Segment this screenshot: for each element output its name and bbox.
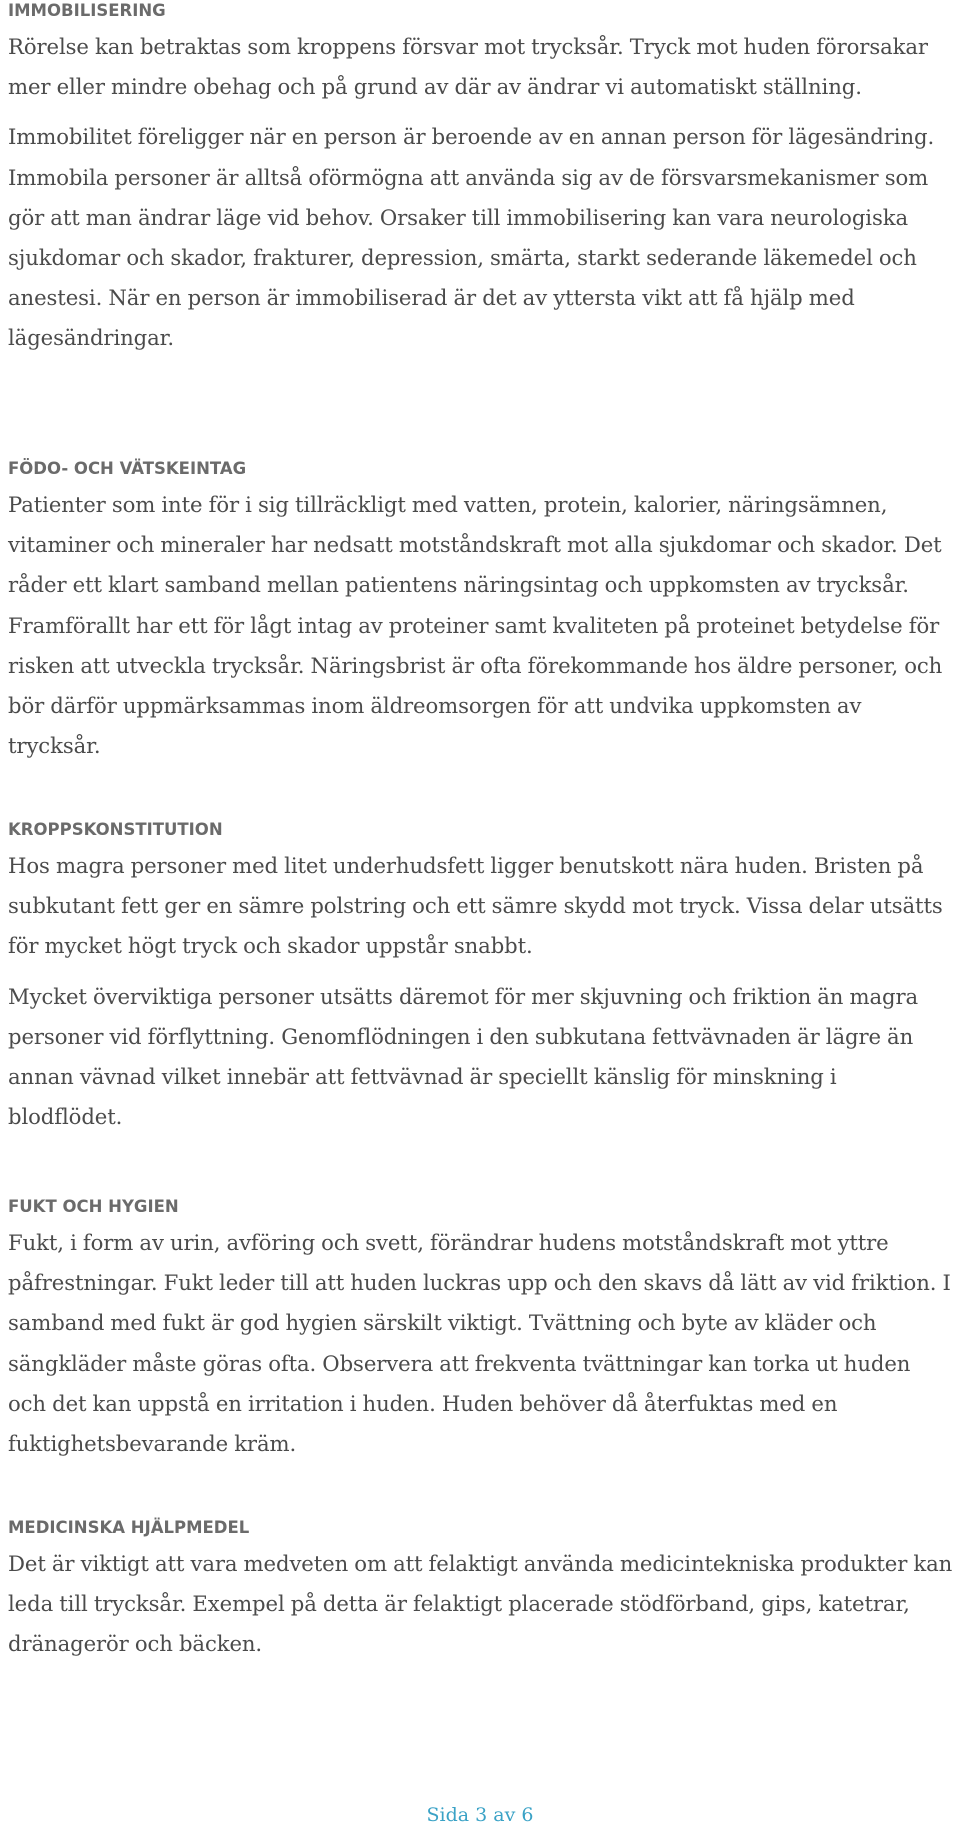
section-fodo-och-vatskeintag: [8, 458, 953, 766]
paragraph: Hos magra personer med litet underhudsfett ligger benutskott nära huden. Bristen på subkutant fett ger en sämre polstring och ett sämre skydd mot tryck. Vissa delar utsätts för mycket högt tryck och skador uppstår snabbt.: [8, 853, 943, 959]
section-heading: MEDICINSKA HJÄLPMEDEL: [8, 1518, 250, 1537]
section-heading: IMMOBILISERING: [8, 1, 166, 20]
section-immobilisering: [8, 0, 953, 359]
paragraph: Rörelse kan betraktas som kroppens försvar mot trycksår. Tryck mot huden förorsakar mer eller mindre obehag och på grund av där av ändrar vi automatiskt ställning.: [8, 34, 928, 100]
paragraph: Fukt, i form av urin, avföring och svett, förändrar hudens motståndskraft mot yttre påfrestningar. Fukt leder till att huden luckras upp och den skavs då lätt av vid friktion. I samband med fukt är god hygien särskilt viktigt. Tvättning och byte av kläder och sängkläder måste göras ofta. Observera att frekventa tvättningar kan torka ut huden och det kan uppstå en irritation i huden. Huden behöver då återfuktas med en fuktighetsbevarande kräm.: [8, 1230, 951, 1457]
paragraph: Patienter som inte för i sig tillräckligt med vatten, protein, kalorier, näringsämnen, vitaminer och mineraler har nedsatt motståndskraft mot alla sjukdomar och skador. Det råder ett klart samband mellan patientens näringsintag och uppkomsten av trycksår. Framförallt har ett för lågt intag av proteiner samt kvaliteten på proteinet betydelse för risken att utveckla trycksår. Näringsbrist är ofta förekommande hos äldre personer, och bör därför uppmärksammas inom äldreomsorgen för att undvika uppkomsten av trycksår.: [8, 492, 943, 759]
paragraph: Mycket överviktiga personer utsätts däremot för mer skjuvning och friktion än magra personer vid förflyttning. Genomflödningen i den subkutana fettvävnaden är lägre än annan vävnad vilket innebär att fettvävnad är speciellt känslig för minskning i blodflödet.: [8, 983, 919, 1130]
section-heading: KROPPSKONSTITUTION: [8, 820, 223, 839]
section-fukt-och-hygien: [8, 1196, 953, 1464]
paragraph: Immobilitet föreligger när en person är beroende av en annan person för lägesändring. Immobila personer är alltså oförmögna att använda sig av de försvarsmekanismer som gör att man ändrar läge vid behov. Orsaker till immobilisering kan vara neurologiska sjukdomar och skador, frakturer, depression, smärta, starkt sederande läkemedel och anestesi. När en person är immobiliserad är det av yttersta vikt att få hjälp med lägesändringar.: [8, 124, 935, 351]
page-number: Sida 3 av 6: [426, 1804, 534, 1826]
section-heading: FÖDO- OCH VÄTSKEINTAG: [8, 459, 247, 478]
section-medicinska-hjalpmedel: [8, 1517, 953, 1665]
section-kroppskonstitution: [8, 819, 953, 1137]
paragraph: Det är viktigt att vara medveten om att felaktigt använda medicintekniska produkter kan leda till trycksår. Exempel på detta är felaktigt placerade stödförband, gips, katetrar, dränagerör och bäcken.: [8, 1551, 953, 1657]
section-heading: FUKT OCH HYGIEN: [8, 1197, 179, 1216]
